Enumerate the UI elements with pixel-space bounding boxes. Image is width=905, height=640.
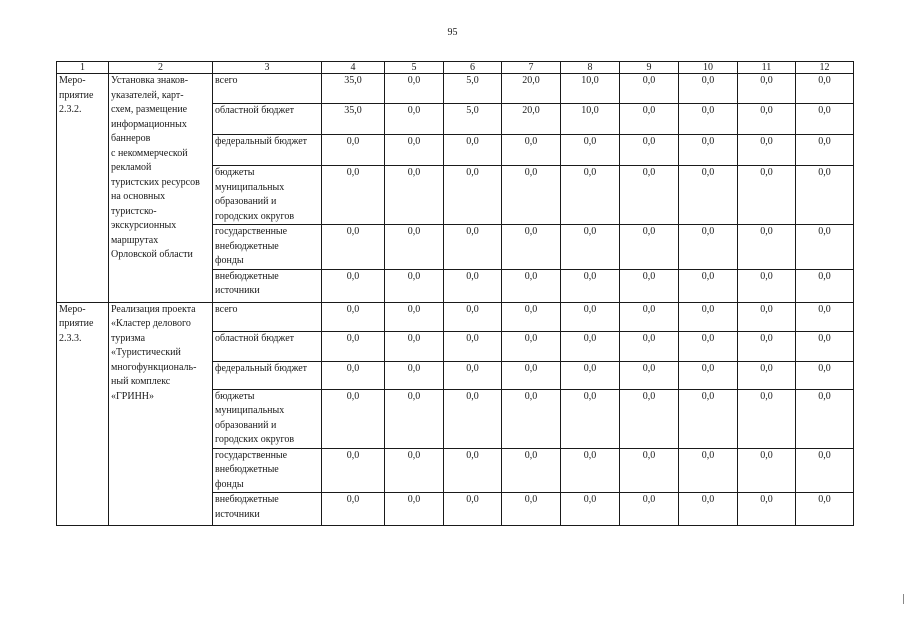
value-cell: 0,0 [738,74,796,104]
column-header: 11 [738,62,796,74]
column-header: 10 [679,62,738,74]
value-cell: 0,0 [796,302,854,331]
value-cell: 0,0 [738,166,796,225]
value-cell: 0,0 [561,361,620,389]
value-cell: 0,0 [385,448,444,493]
funding-source-cell: всего [213,302,322,331]
value-cell: 0,0 [561,331,620,361]
column-header: 2 [109,62,213,74]
value-cell: 35,0 [322,104,385,135]
text-line: баннеров [111,133,151,144]
value-cell: 0,0 [561,389,620,448]
text-line: Меро- [59,303,86,315]
value-cell: 0,0 [385,104,444,135]
value-cell: 0,0 [796,361,854,389]
value-cell: 10,0 [561,104,620,135]
text-line: «ГРИНН» [111,390,155,402]
activity-name-cell [109,74,213,303]
value-cell: 20,0 [502,104,561,135]
text-line: рекламой [111,162,152,173]
measure-cell [57,302,109,526]
text-line: на основных [111,191,166,202]
value-cell: 0,0 [322,331,385,361]
value-cell: 0,0 [444,135,502,166]
value-cell: 0,0 [620,361,679,389]
funding-source-cell: всего [213,74,322,104]
funding-source-cell: внебюджетные источники [213,269,322,302]
value-cell: 0,0 [561,135,620,166]
value-cell: 0,0 [444,389,502,448]
value-cell: 0,0 [620,493,679,526]
value-cell: 0,0 [738,389,796,448]
value-cell: 0,0 [561,302,620,331]
value-cell: 0,0 [796,493,854,526]
value-cell: 0,0 [322,135,385,166]
value-cell: 0,0 [322,448,385,493]
scan-artifact [903,594,904,604]
text-line: туристско- [111,205,157,217]
text-line: Орловской области [111,249,193,260]
value-cell: 5,0 [444,74,502,104]
value-cell: 0,0 [502,225,561,270]
value-cell: 35,0 [322,74,385,104]
table-row [57,74,854,104]
value-cell: 0,0 [502,302,561,331]
value-cell: 0,0 [561,269,620,302]
table-row [57,302,854,331]
funding-source-cell: внебюджетные источники [213,493,322,526]
text-line: «Кластер делового [111,318,191,329]
value-cell: 0,0 [322,361,385,389]
value-cell: 20,0 [502,74,561,104]
column-header: 7 [502,62,561,74]
text-line: туризма [111,332,146,344]
column-header: 8 [561,62,620,74]
text-line: Меро- [59,75,86,86]
value-cell: 0,0 [796,166,854,225]
value-cell: 0,0 [322,389,385,448]
value-cell: 0,0 [444,448,502,493]
value-cell: 0,0 [322,269,385,302]
value-cell: 0,0 [502,135,561,166]
text-line: указателей, карт- [111,89,184,101]
value-cell: 0,0 [561,225,620,270]
text-line: многофункциональ- [111,361,197,373]
funding-source-cell: областной бюджет [213,104,322,135]
value-cell: 0,0 [444,269,502,302]
value-cell: 0,0 [796,135,854,166]
value-cell: 0,0 [738,104,796,135]
header-row [57,62,854,74]
activity-name-cell [109,302,213,526]
value-cell: 0,0 [502,331,561,361]
text-line: приятие [59,318,94,329]
value-cell: 0,0 [620,331,679,361]
funding-source-cell: государственные внебюджетные фонды [213,448,322,493]
text-line: 2.3.3. [59,332,82,344]
value-cell: 0,0 [679,74,738,104]
value-cell: 0,0 [620,74,679,104]
value-cell: 0,0 [796,448,854,493]
value-cell: 0,0 [385,225,444,270]
text-line: Реализация проекта [111,303,196,315]
value-cell: 0,0 [796,269,854,302]
value-cell: 0,0 [679,493,738,526]
text-line: Установка знаков- [111,75,189,86]
value-cell: 0,0 [679,331,738,361]
value-cell: 0,0 [738,269,796,302]
value-cell: 0,0 [444,225,502,270]
funding-source-cell: бюджеты муниципальных образований и городских округов [213,389,322,448]
value-cell: 0,0 [679,135,738,166]
value-cell: 0,0 [385,269,444,302]
value-cell: 0,0 [444,361,502,389]
value-cell: 0,0 [679,361,738,389]
value-cell: 0,0 [385,389,444,448]
value-cell: 5,0 [444,104,502,135]
value-cell: 0,0 [679,166,738,225]
column-header: 5 [385,62,444,74]
value-cell: 0,0 [796,74,854,104]
value-cell: 0,0 [620,104,679,135]
value-cell: 0,0 [322,225,385,270]
value-cell: 0,0 [385,493,444,526]
value-cell: 0,0 [679,448,738,493]
column-header: 6 [444,62,502,74]
value-cell: 0,0 [620,448,679,493]
value-cell: 0,0 [738,361,796,389]
value-cell: 0,0 [444,166,502,225]
column-header: 1 [57,62,109,74]
column-header: 12 [796,62,854,74]
value-cell: 0,0 [738,493,796,526]
value-cell: 0,0 [679,225,738,270]
value-cell: 0,0 [385,166,444,225]
value-cell: 0,0 [561,166,620,225]
text-line: 2.3.2. [59,104,82,115]
value-cell: 0,0 [620,389,679,448]
value-cell: 0,0 [620,135,679,166]
value-cell: 0,0 [385,331,444,361]
text-line: «Туристический [111,347,181,358]
value-cell: 0,0 [385,135,444,166]
value-cell: 0,0 [502,166,561,225]
value-cell: 0,0 [738,225,796,270]
value-cell: 0,0 [561,448,620,493]
value-cell: 0,0 [796,225,854,270]
value-cell: 10,0 [561,74,620,104]
value-cell: 0,0 [385,74,444,104]
value-cell: 0,0 [620,225,679,270]
text-line: маршрутах [111,234,159,246]
value-cell: 0,0 [796,331,854,361]
funding-source-cell: федеральный бюджет [213,361,322,389]
column-header: 4 [322,62,385,74]
value-cell: 0,0 [738,302,796,331]
value-cell: 0,0 [502,448,561,493]
value-cell: 0,0 [444,493,502,526]
value-cell: 0,0 [738,448,796,493]
value-cell: 0,0 [620,269,679,302]
budget-table [56,61,854,526]
value-cell: 0,0 [796,389,854,448]
value-cell: 0,0 [322,166,385,225]
value-cell: 0,0 [738,331,796,361]
measure-cell [57,74,109,303]
funding-source-cell: областной бюджет [213,331,322,361]
value-cell: 0,0 [385,361,444,389]
value-cell: 0,0 [620,166,679,225]
value-cell: 0,0 [502,269,561,302]
value-cell: 0,0 [502,361,561,389]
value-cell: 0,0 [385,302,444,331]
funding-source-cell: бюджеты муниципальных образований и городских округов [213,166,322,225]
value-cell: 0,0 [444,331,502,361]
text-line: ный комплекс [111,376,171,387]
value-cell: 0,0 [679,269,738,302]
value-cell: 0,0 [738,135,796,166]
column-header: 3 [213,62,322,74]
value-cell: 0,0 [561,493,620,526]
page-number: 95 [447,27,458,38]
text-line: схем, размещение [111,104,188,115]
value-cell: 0,0 [679,104,738,135]
text-line: с некоммерческой [111,147,188,159]
column-header: 9 [620,62,679,74]
value-cell: 0,0 [796,104,854,135]
value-cell: 0,0 [620,302,679,331]
value-cell: 0,0 [444,302,502,331]
text-line: приятие [59,89,94,101]
text-line: туристских ресурсов [111,176,200,188]
value-cell: 0,0 [679,302,738,331]
funding-source-cell: государственные внебюджетные фонды [213,225,322,270]
value-cell: 0,0 [322,493,385,526]
text-line: информационных [111,118,187,130]
text-line: экскурсионных [111,220,177,231]
value-cell: 0,0 [502,389,561,448]
value-cell: 0,0 [502,493,561,526]
funding-source-cell: федеральный бюджет [213,135,322,166]
value-cell: 0,0 [679,389,738,448]
value-cell: 0,0 [322,302,385,331]
